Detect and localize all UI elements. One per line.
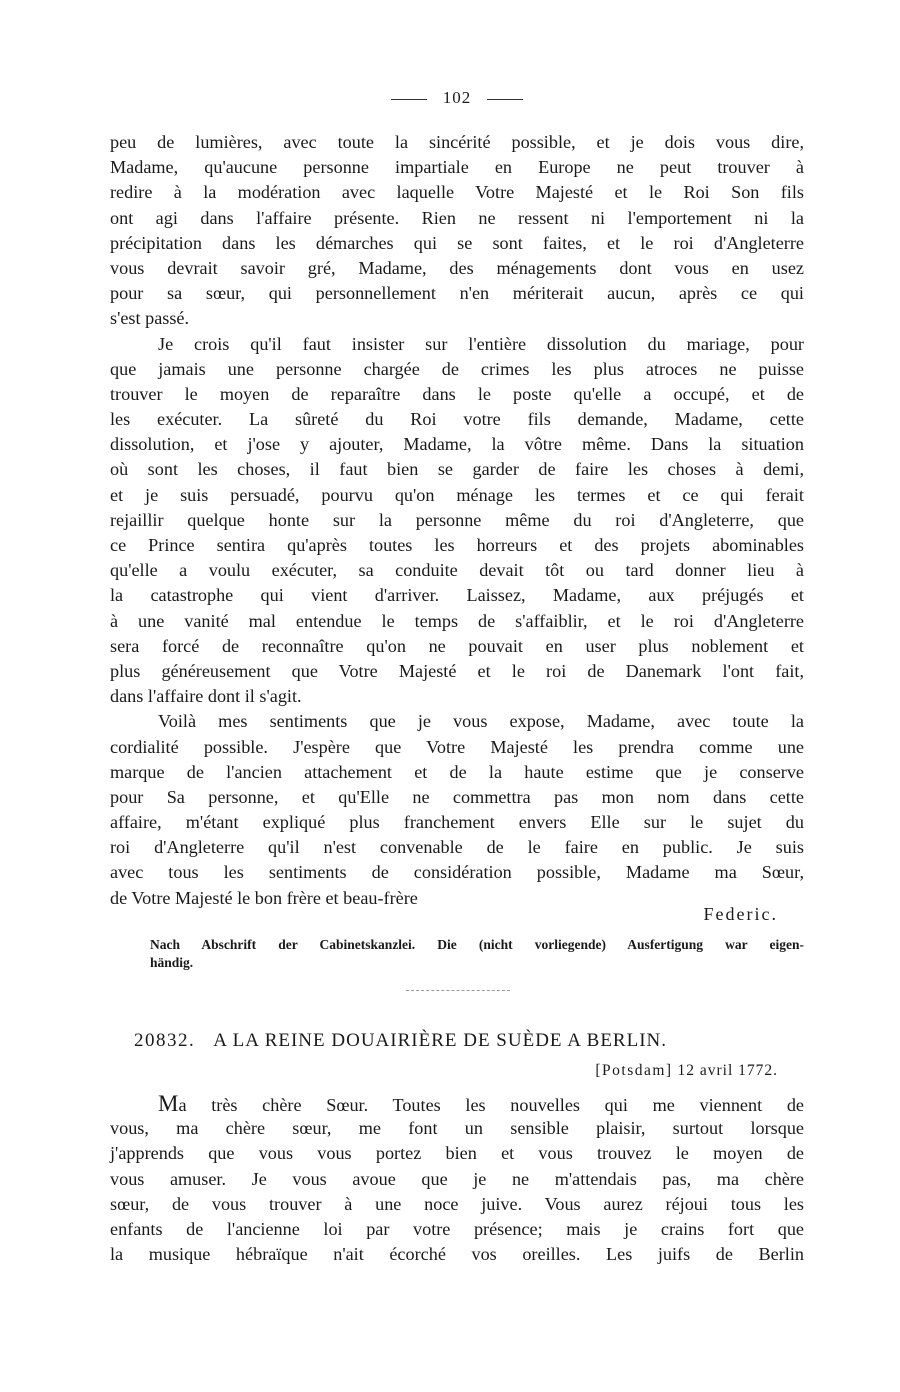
paragraph-3 <box>110 709 804 911</box>
text-line: la catastrophe qui vient d'arriver. Laissez, Madame, aux préjugés et <box>110 585 804 606</box>
text-line: ce Prince sentira qu'après toutes les horreurs et des projets abominables <box>110 535 804 555</box>
text-line: vous, ma chère sœur, me font un sensible plaisir, surtout lorsque <box>110 1118 804 1139</box>
text-line: rejaillir quelque honte sur la personne même du roi d'Angleterre, que <box>110 509 804 530</box>
header-rule-left <box>391 99 427 100</box>
letter-dateline <box>595 1062 778 1080</box>
initial-letter: M <box>158 1091 179 1116</box>
text-line: marque de l'ancien attachement et de la haute estime que je conserve <box>110 761 804 782</box>
paragraph-1 <box>110 130 804 332</box>
text-line: roi d'Angleterre qu'il n'est convenable de le faire en public. Je suis <box>110 837 804 858</box>
text-line: sera forcé de reconnaître qu'on ne pouvait en user plus noblement et <box>110 635 804 656</box>
text-line: affaire, m'étant expliqué plus franchement envers Elle sur le sujet du <box>110 812 804 833</box>
text-line: Madame, qu'aucune personne impartiale en Europe ne peut trouver à <box>110 157 804 178</box>
text-line: peu de lumières, avec toute la sincérité possible, et je dois vous dire, <box>110 132 804 152</box>
text-line: pour Sa personne, et qu'Elle ne commettra pas mon nom dans cette <box>110 786 804 807</box>
paragraph-2 <box>110 332 804 710</box>
text-line: trouver le moyen de reparaître dans le poste qu'elle a occupé, et de <box>110 383 804 404</box>
text-line: Je crois qu'il faut insister sur l'entière dissolution du mariage, pour <box>158 333 804 354</box>
text-line: où sont les choses, il faut bien se garder de faire les choses à demi, <box>110 459 804 480</box>
text-line: que jamais une personne chargée de crimes les plus atroces ne puisse <box>110 358 804 379</box>
source-note <box>150 936 804 972</box>
letter-20832-body <box>110 1091 804 1267</box>
text-line: cordialité possible. J'espère que Votre Majesté les prendra comme une <box>110 736 804 757</box>
text-line: dans l'affaire dont il s'agit. <box>110 686 302 707</box>
text-line: vous amuser. Je vous avoue que je ne m'attendais pas, ma chère <box>110 1168 804 1189</box>
first-line-text: a très chère Sœur. Toutes les nouvelles qui me viennent de <box>178 1095 804 1115</box>
text-line: redire à la modération avec laquelle Votre Majesté et le Roi Son fils <box>110 182 804 203</box>
letter-heading <box>134 1030 804 1052</box>
text-line: Voilà mes sentiments que je vous expose, Madame, avec toute la <box>158 711 804 732</box>
text-line: la musique hébraïque n'ait écorché vos oreilles. Les juifs de Berlin <box>110 1244 804 1265</box>
text-line: dissolution, et j'ose y ajouter, Madame, la vôtre même. Dans la situation <box>110 434 804 455</box>
text-line: ont agi dans l'affaire présente. Rien ne ressent ni l'emportement ni la <box>110 207 804 228</box>
header-rule-right <box>487 99 523 100</box>
page-header <box>110 88 804 108</box>
letter-date: 12 avril 1772. <box>677 1062 778 1079</box>
text-line: de Votre Majesté le bon frère et beau-frère <box>110 887 418 908</box>
page-number: 102 <box>442 88 472 107</box>
letter-title: A LA REINE DOUAIRIÈRE DE SUÈDE A BERLIN. <box>213 1030 668 1051</box>
text-line: s'est passé. <box>110 308 190 329</box>
text-line: et je suis persuadé, pourvu qu'on ménage les termes et ce qui ferait <box>110 484 804 505</box>
text-line: les exécuter. La sûreté du Roi votre fils demande, Madame, cette <box>110 409 804 430</box>
letter-number: 20832. <box>134 1030 196 1051</box>
text-line <box>110 1091 804 1116</box>
text-line: qu'elle a voulu exécuter, sa conduite devait tôt ou tard donner lieu à <box>110 560 804 581</box>
section-divider <box>406 990 510 991</box>
letter-20831-body <box>110 130 804 911</box>
text-line: précipitation dans les démarches qui se sont faites, et le roi d'Angleterre <box>110 232 804 253</box>
text-line: à une vanité mal entendue le temps de s'affaiblir, et le roi d'Angleterre <box>110 610 804 631</box>
text-line: pour sa sœur, qui personnellement n'en mériterait aucun, après ce qui <box>110 283 804 304</box>
text-line: plus généreusement que Votre Majesté et le roi de Danemark l'ont fait, <box>110 660 804 681</box>
text-line: sœur, de vous trouver à une noce juive. Vous aurez réjoui tous les <box>110 1193 804 1214</box>
source-note-line: Nach Abschrift der Cabinetskanzlei. Die (nicht vorliegende) Ausfertigung war eigen- <box>150 937 804 952</box>
text-line: avec tous les sentiments de considération possible, Madame ma Sœur, <box>110 862 804 883</box>
source-note-line: händig. <box>150 955 194 970</box>
letter-place: [Potsdam] <box>595 1062 673 1079</box>
text-line: vous devrait savoir gré, Madame, des ménagements dont vous en usez <box>110 257 804 278</box>
signature: Federic. <box>703 904 778 924</box>
text-line: j'apprends que vous vous portez bien et vous trouvez le moyen de <box>110 1143 804 1164</box>
text-line: enfants de l'ancienne loi par votre présence; mais je crains fort que <box>110 1218 804 1239</box>
